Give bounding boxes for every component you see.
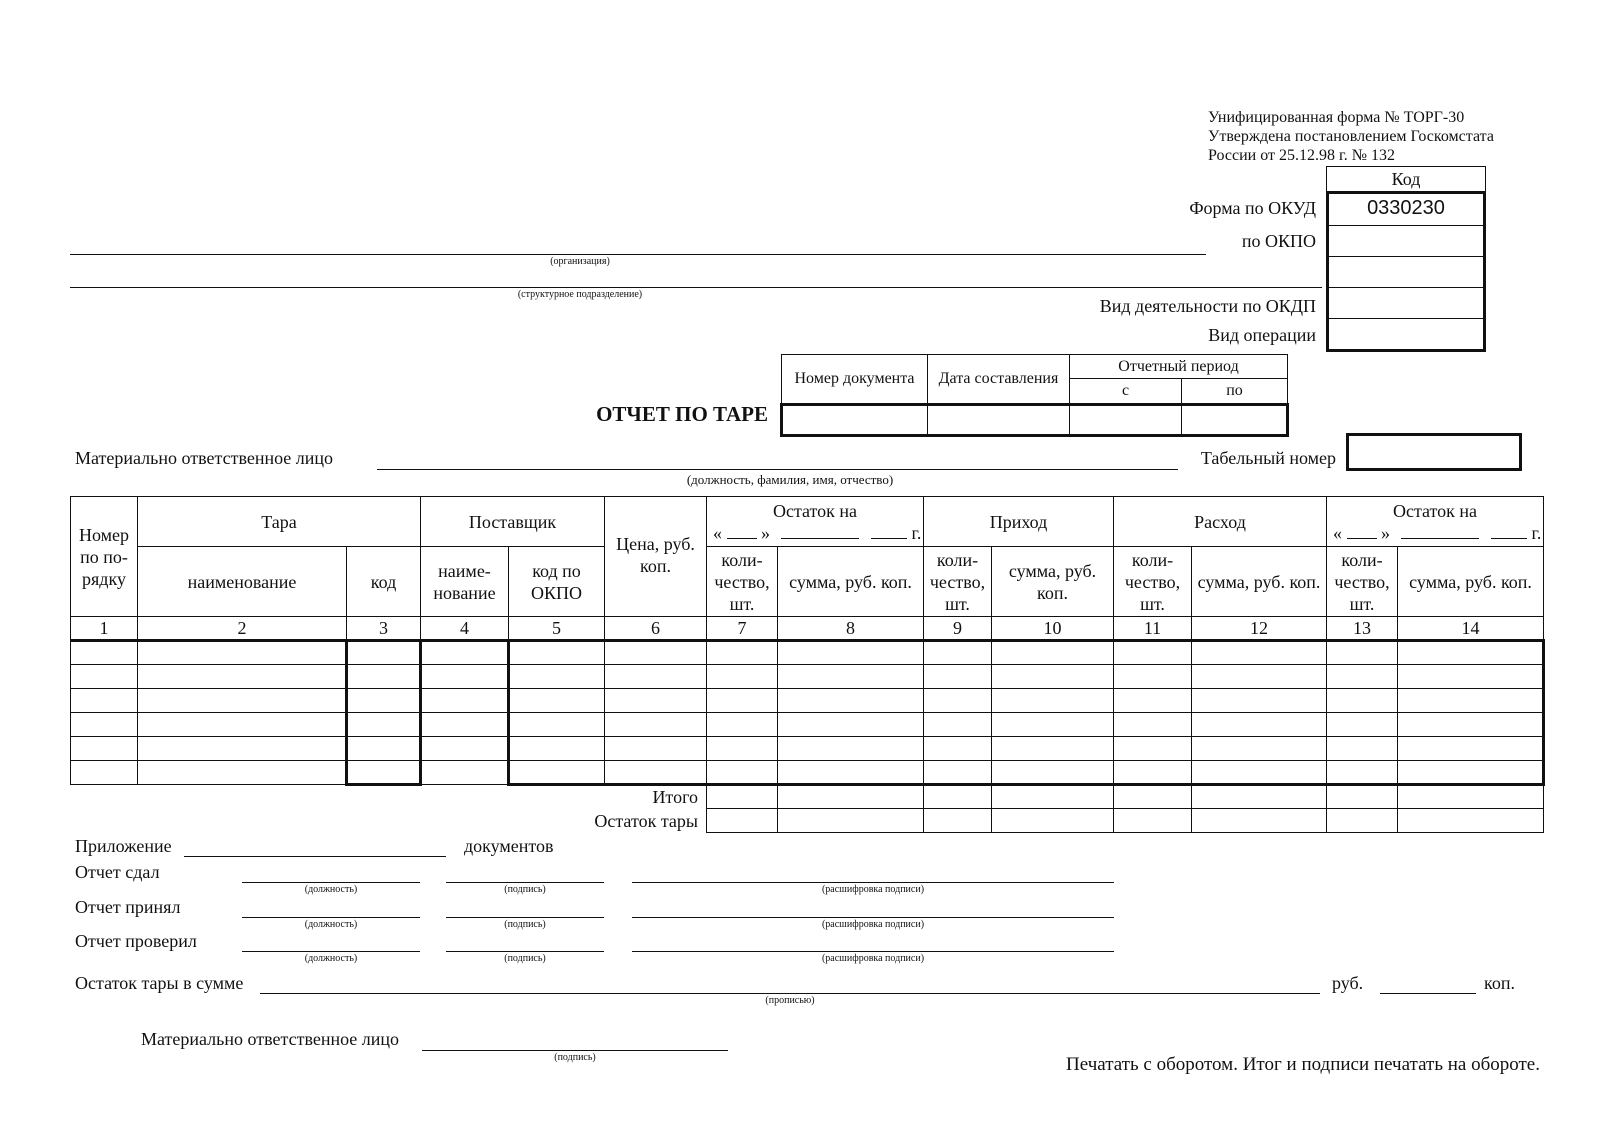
kop-field[interactable] <box>1380 993 1476 994</box>
accepted-label: Отчет принял <box>75 897 181 917</box>
handed-decode-field[interactable] <box>632 882 1114 883</box>
rest-cell[interactable] <box>1398 809 1544 833</box>
qty-header: коли-чество, шт. <box>924 547 992 617</box>
table-cell[interactable] <box>509 665 605 689</box>
col-num: 5 <box>509 617 605 641</box>
decode-caption: (расшифровка подписи) <box>821 919 925 930</box>
table-cell[interactable] <box>1114 665 1192 689</box>
balance-end-header <box>1327 497 1544 547</box>
rest-cell[interactable] <box>1114 809 1192 833</box>
table-cell[interactable] <box>347 761 421 785</box>
table-cell[interactable] <box>1192 737 1327 761</box>
position-caption: (должность) <box>304 953 358 964</box>
table-cell[interactable] <box>1192 761 1327 785</box>
balance-start-header <box>707 497 924 547</box>
accepted-decode-field[interactable] <box>632 917 1114 918</box>
column-numbers-row <box>71 617 1544 641</box>
checked-signature-field[interactable] <box>446 951 604 952</box>
organization-field[interactable] <box>70 254 1206 255</box>
tara-group-header: Тара <box>138 497 421 547</box>
table-cell[interactable] <box>1192 665 1327 689</box>
table-cell[interactable] <box>707 689 778 713</box>
attachment-field[interactable] <box>184 856 446 857</box>
balance-sum-field[interactable] <box>260 993 1320 994</box>
table-cell[interactable] <box>1327 761 1398 785</box>
okpo-code-field[interactable] <box>1329 225 1483 256</box>
decode-caption: (расшифровка подписи) <box>821 884 925 895</box>
responsible-field[interactable] <box>377 469 1178 470</box>
month-field[interactable] <box>1401 524 1479 539</box>
checked-position-field[interactable] <box>242 951 420 952</box>
checked-label: Отчет проверил <box>75 931 197 951</box>
table-cell[interactable] <box>992 641 1114 665</box>
rest-cell[interactable] <box>778 809 924 833</box>
table-cell[interactable] <box>1327 713 1398 737</box>
position-caption: (должность) <box>304 919 358 930</box>
organization-caption: (организация) <box>550 256 610 267</box>
rest-cell[interactable] <box>707 809 778 833</box>
signature-caption: (подпись) <box>504 884 546 895</box>
table-cell[interactable] <box>1114 761 1192 785</box>
table-cell[interactable] <box>1327 689 1398 713</box>
day-field[interactable] <box>1347 524 1377 539</box>
table-row <box>71 737 1544 761</box>
table-cell[interactable] <box>778 761 924 785</box>
total-cell[interactable] <box>924 785 992 809</box>
col-num: 14 <box>1398 617 1544 641</box>
extra-code-field[interactable] <box>1329 256 1483 287</box>
col-num: 2 <box>138 617 347 641</box>
table-row <box>71 689 1544 713</box>
table-cell[interactable] <box>347 665 421 689</box>
tara-name-header: наименование <box>138 547 347 617</box>
table-cell[interactable] <box>138 665 347 689</box>
operation-code-field[interactable] <box>1329 318 1483 349</box>
open-quote: « <box>713 522 722 543</box>
day-field[interactable] <box>727 524 757 539</box>
total-row <box>71 785 1544 809</box>
period-from-header: с <box>1070 379 1182 405</box>
table-cell[interactable] <box>605 737 707 761</box>
year-suffix: г. <box>1531 522 1542 543</box>
year-field[interactable] <box>871 524 907 539</box>
table-cell[interactable] <box>1327 641 1398 665</box>
okdp-code-field[interactable] <box>1329 287 1483 318</box>
table-cell[interactable] <box>71 761 138 785</box>
okpo-label: по ОКПО <box>1241 231 1316 251</box>
col-num: 7 <box>707 617 778 641</box>
rest-row <box>71 809 1544 833</box>
rest-cell[interactable] <box>924 809 992 833</box>
table-cell[interactable] <box>707 713 778 737</box>
qty-header: коли-чество, шт. <box>707 547 778 617</box>
total-cell[interactable] <box>1398 785 1544 809</box>
sum-header: сумма, руб. коп. <box>1192 547 1327 617</box>
table-cell[interactable] <box>605 665 707 689</box>
document-title: ОТЧЕТ ПО ТАРЕ <box>596 402 768 426</box>
balance-sum-label: Остаток тары в сумме <box>75 973 244 993</box>
table-cell[interactable] <box>71 689 138 713</box>
total-cell[interactable] <box>1114 785 1192 809</box>
rest-cell[interactable] <box>1327 809 1398 833</box>
signature-caption: (подпись) <box>504 919 546 930</box>
table-cell[interactable] <box>71 737 138 761</box>
okud-code-field[interactable]: 0330230 <box>1367 197 1445 219</box>
rub-label: руб. <box>1332 973 1364 993</box>
table-row <box>71 665 1544 689</box>
table-cell[interactable] <box>605 641 707 665</box>
table-cell[interactable] <box>138 689 347 713</box>
period-to-field[interactable] <box>1182 405 1288 436</box>
table-cell[interactable] <box>924 737 992 761</box>
table-cell[interactable] <box>138 641 347 665</box>
okud-label: Форма по ОКУД <box>1189 198 1316 218</box>
col-number-header: Номер по по-рядку <box>71 497 138 617</box>
table-cell[interactable] <box>1327 665 1398 689</box>
month-field[interactable] <box>781 524 859 539</box>
table-cell[interactable] <box>138 761 347 785</box>
col-num: 6 <box>605 617 707 641</box>
income-group-header: Приход <box>924 497 1114 547</box>
table-cell[interactable] <box>421 641 509 665</box>
open-quote: « <box>1333 522 1342 543</box>
resp-signature-caption: (подпись) <box>554 1052 596 1063</box>
resp-signature-field[interactable] <box>422 1050 728 1051</box>
col-num: 9 <box>924 617 992 641</box>
table-cell[interactable] <box>605 713 707 737</box>
table-cell[interactable] <box>778 665 924 689</box>
table-cell[interactable] <box>1192 641 1327 665</box>
table-cell[interactable] <box>707 737 778 761</box>
responsible-label: Материально ответственное лицо <box>75 448 334 468</box>
handed-position-field[interactable] <box>242 882 420 883</box>
table-cell[interactable] <box>778 641 924 665</box>
sum-header: сумма, руб. коп. <box>778 547 924 617</box>
division-caption: (структурное подразделение) <box>517 289 643 300</box>
table-cell[interactable] <box>924 641 992 665</box>
documents-label: документов <box>464 836 554 856</box>
handed-signature-field[interactable] <box>446 882 604 883</box>
qty-header: коли-чество, шт. <box>1327 547 1398 617</box>
responsible-caption: (должность, фамилия, имя, отчество) <box>686 472 894 487</box>
table-cell[interactable] <box>992 665 1114 689</box>
table-cell[interactable] <box>1398 689 1544 713</box>
expense-group-header: Расход <box>1114 497 1327 547</box>
code-box <box>1326 166 1486 352</box>
table-cell[interactable] <box>138 713 347 737</box>
table-cell[interactable] <box>778 737 924 761</box>
col-num: 3 <box>347 617 421 641</box>
table-cell[interactable] <box>71 641 138 665</box>
resp-person-label: Материально ответственное лицо <box>141 1029 400 1049</box>
checked-decode-field[interactable] <box>632 951 1114 952</box>
table-cell[interactable] <box>707 761 778 785</box>
balance-end-label: Остаток на <box>1392 500 1478 521</box>
document-header-table <box>780 354 1289 437</box>
table-row <box>71 641 1544 665</box>
balance-end-date <box>1327 522 1543 544</box>
tab-number-label: Табельный номер <box>1200 448 1336 468</box>
table-row <box>71 761 1544 785</box>
col-num: 11 <box>1114 617 1192 641</box>
accepted-signature-field[interactable] <box>446 917 604 918</box>
table-cell[interactable] <box>924 689 992 713</box>
supplier-group-header: Поставщик <box>421 497 605 547</box>
col-num: 8 <box>778 617 924 641</box>
col-num: 13 <box>1327 617 1398 641</box>
sum-header: сумма, руб. коп. <box>1398 547 1544 617</box>
period-to-header: по <box>1182 379 1288 405</box>
table-cell[interactable] <box>421 761 509 785</box>
total-cell[interactable] <box>992 785 1114 809</box>
col-num: 4 <box>421 617 509 641</box>
rest-cell[interactable] <box>1192 809 1327 833</box>
table-cell[interactable] <box>421 665 509 689</box>
qty-header: коли-чество, шт. <box>1114 547 1192 617</box>
period-header: Отчетный период <box>1070 355 1288 379</box>
doc-number-field[interactable] <box>782 405 928 436</box>
okdp-label: Вид деятельности по ОКДП <box>1099 296 1316 316</box>
supplier-code-header: код по ОКПО <box>509 547 605 617</box>
operation-label: Вид операции <box>1208 325 1316 345</box>
table-cell[interactable] <box>1192 713 1327 737</box>
table-cell[interactable] <box>992 737 1114 761</box>
rest-cell[interactable] <box>992 809 1114 833</box>
year-field[interactable] <box>1491 524 1527 539</box>
table-row <box>71 713 1544 737</box>
table-cell[interactable] <box>509 713 605 737</box>
total-cell[interactable] <box>778 785 924 809</box>
print-note: Печатать с оборотом. Итог и подписи печатать на обороте. <box>1066 1054 1540 1075</box>
doc-date-header: Дата составления <box>928 355 1070 405</box>
col-num: 10 <box>992 617 1114 641</box>
total-cell[interactable] <box>1327 785 1398 809</box>
tara-table <box>70 496 1545 833</box>
table-cell[interactable] <box>605 689 707 713</box>
table-cell[interactable] <box>1327 737 1398 761</box>
table-cell[interactable] <box>347 641 421 665</box>
col-num: 12 <box>1192 617 1327 641</box>
kop-label: коп. <box>1484 973 1515 993</box>
period-from-field[interactable] <box>1070 405 1182 436</box>
sum-header: сумма, руб. коп. <box>992 547 1114 617</box>
close-quote: » <box>761 522 770 543</box>
table-cell[interactable] <box>1398 713 1544 737</box>
table-cell[interactable] <box>347 689 421 713</box>
handed-label: Отчет сдал <box>75 862 160 882</box>
balance-start-date <box>707 522 923 544</box>
form-info-line3: России от 25.12.98 г. № 132 <box>1208 147 1396 164</box>
table-cell[interactable] <box>1114 737 1192 761</box>
table-cell[interactable] <box>1398 737 1544 761</box>
year-suffix: г. <box>911 522 922 543</box>
position-caption: (должность) <box>304 884 358 895</box>
table-cell[interactable] <box>1114 689 1192 713</box>
table-cell[interactable] <box>421 689 509 713</box>
table-cell[interactable] <box>924 713 992 737</box>
form-info <box>1208 108 1494 165</box>
attachment-label: Приложение <box>75 836 172 856</box>
in-words-caption: (прописью) <box>765 995 815 1006</box>
table-cell[interactable] <box>924 665 992 689</box>
signature-caption: (подпись) <box>504 953 546 964</box>
table-cell[interactable] <box>778 689 924 713</box>
table-cell[interactable] <box>71 665 138 689</box>
col-num: 1 <box>71 617 138 641</box>
table-cell[interactable] <box>421 737 509 761</box>
table-cell[interactable] <box>138 737 347 761</box>
division-field[interactable] <box>70 287 1322 288</box>
doc-number-header: Номер документа <box>782 355 928 405</box>
rest-label: Остаток тары <box>594 810 698 831</box>
table-cell[interactable] <box>1192 689 1327 713</box>
table-cell[interactable] <box>509 641 605 665</box>
form-info-line1: Унифицированная форма № ТОРГ-30 <box>1208 109 1465 126</box>
balance-start-label: Остаток на <box>772 500 858 521</box>
price-header: Цена, руб. коп. <box>605 497 707 617</box>
table-cell[interactable] <box>707 641 778 665</box>
table-cell[interactable] <box>605 761 707 785</box>
table-cell[interactable] <box>1114 641 1192 665</box>
code-header: Код <box>1326 166 1486 191</box>
table-cell[interactable] <box>778 713 924 737</box>
tab-number-field[interactable] <box>1346 433 1522 471</box>
supplier-name-header: наиме-нование <box>421 547 509 617</box>
form-info-line2: Утверждена постановлением Госкомстата <box>1208 128 1494 145</box>
table-cell[interactable] <box>992 713 1114 737</box>
table-cell[interactable] <box>992 761 1114 785</box>
total-cell[interactable] <box>1192 785 1327 809</box>
table-cell[interactable] <box>1114 713 1192 737</box>
total-label: Итого <box>652 787 698 808</box>
tara-code-header: код <box>347 547 421 617</box>
table-cell[interactable] <box>1398 665 1544 689</box>
table-cell[interactable] <box>509 761 605 785</box>
table-cell[interactable] <box>1398 761 1544 785</box>
table-cell[interactable] <box>71 713 138 737</box>
total-cell[interactable] <box>707 785 778 809</box>
table-cell[interactable] <box>347 737 421 761</box>
table-cell[interactable] <box>1398 641 1544 665</box>
table-cell[interactable] <box>924 761 992 785</box>
table-cell[interactable] <box>509 689 605 713</box>
table-cell[interactable] <box>347 713 421 737</box>
accepted-position-field[interactable] <box>242 917 420 918</box>
table-cell[interactable] <box>707 665 778 689</box>
table-cell[interactable] <box>509 737 605 761</box>
decode-caption: (расшифровка подписи) <box>821 953 925 964</box>
table-cell[interactable] <box>421 713 509 737</box>
table-cell[interactable] <box>992 689 1114 713</box>
close-quote: » <box>1381 522 1390 543</box>
doc-date-field[interactable] <box>928 405 1070 436</box>
